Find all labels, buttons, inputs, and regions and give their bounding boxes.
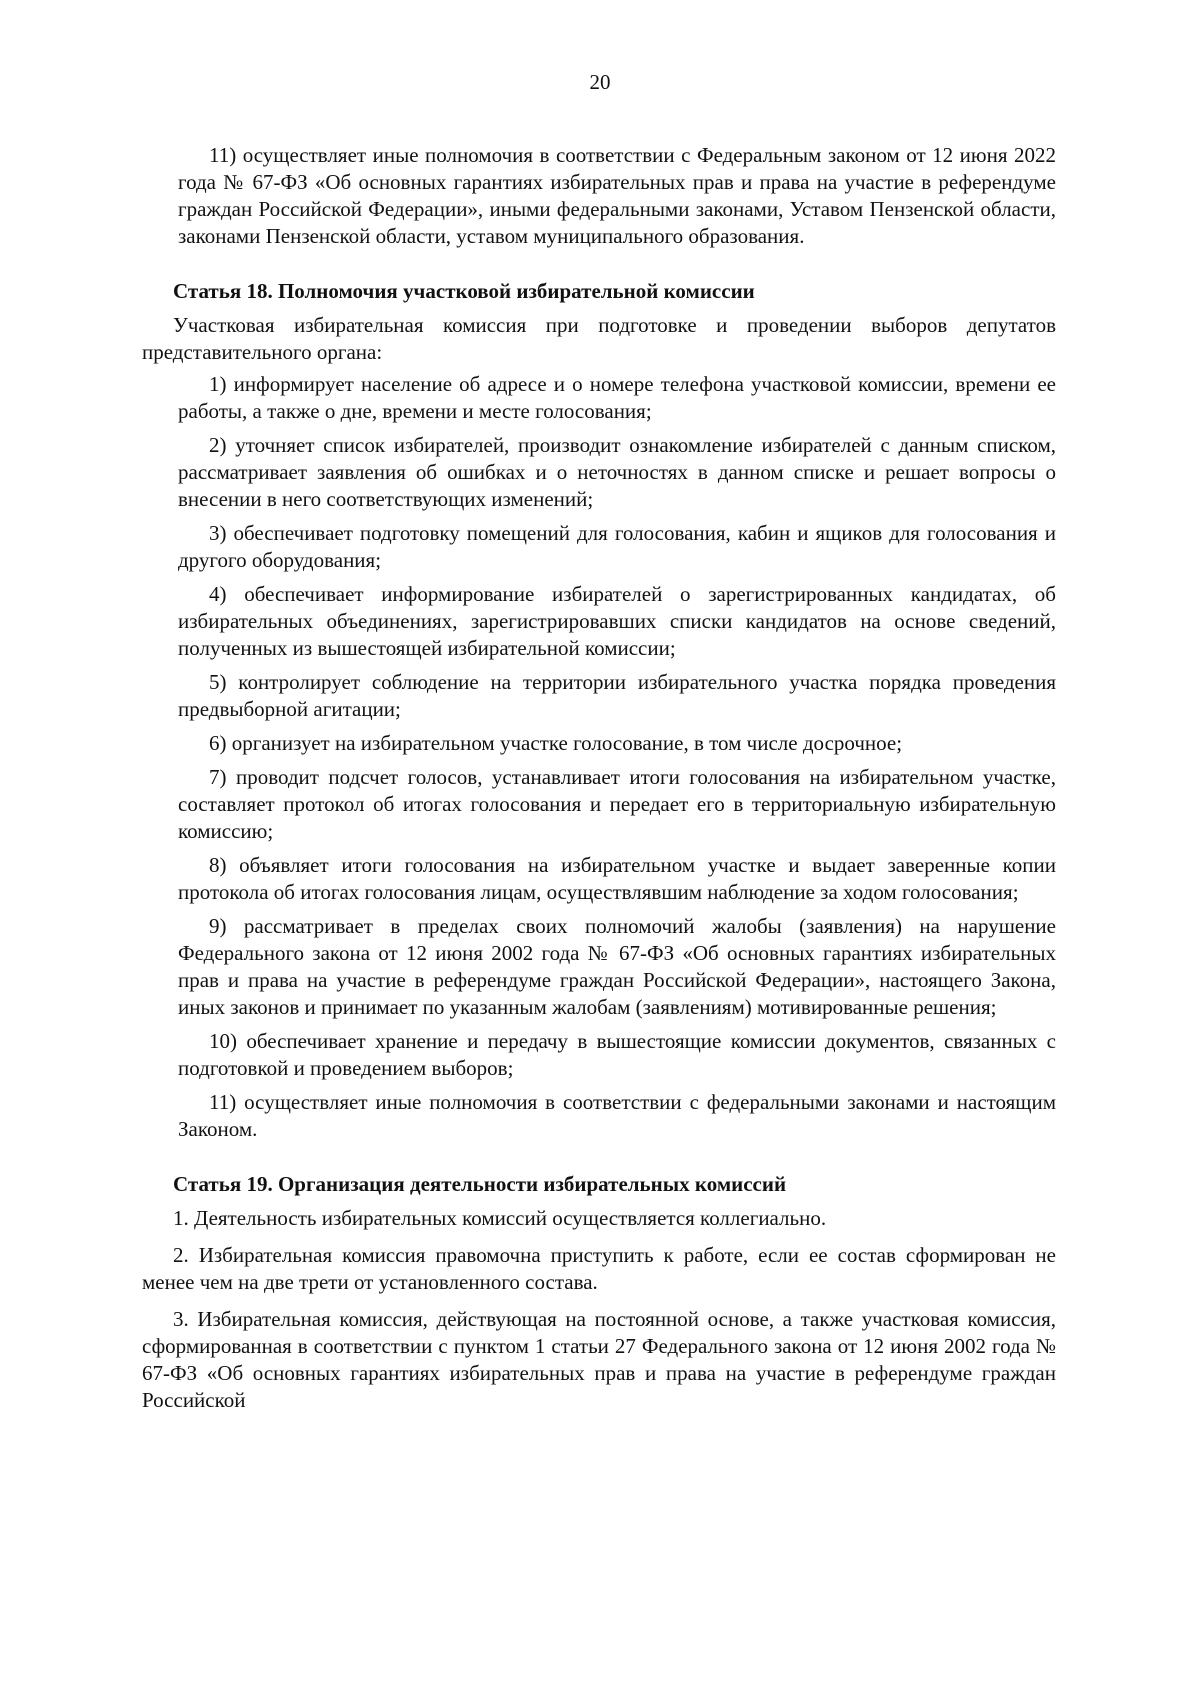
article-19-heading: Статья 19. Организация деятельности избирательных комиссий xyxy=(173,1172,787,1196)
document-body xyxy=(142,142,1056,1424)
article-18-item: 5) контролирует соблюдение на территории избирательного участка порядка проведения предвыборной агитации; xyxy=(178,670,1056,721)
article-19-item: 1. Деятельность избирательных комиссий осуществляется коллегиально. xyxy=(173,1206,827,1230)
article-18-item: 11) осуществляет иные полномочия в соответствии с федеральными законами и настоящим Законом. xyxy=(178,1090,1056,1141)
article-18-item: 2) уточняет список избирателей, производит ознакомление избирателей с данным списком, рассматривает заявления об ошибках и о неточностях в данном списке и решает вопросы о внесении в него соответствующих изменений; xyxy=(178,433,1056,511)
article-19-item: 2. Избирательная комиссия правомочна приступить к работе, если ее состав сформирован не менее чем на две трети от установленного состава. xyxy=(142,1243,1056,1294)
article-18-item: 7) проводит подсчет голосов, устанавливает итоги голосования на избирательном участке, составляет протокол об итогах голосования и передает его в территориальную избирательную комиссию; xyxy=(178,765,1056,843)
article-18-item: 4) обеспечивает информирование избирателей о зарегистрированных кандидатах, об избирательных объединениях, зарегистрировавших списки кандидатов на основе сведений, полученных из вышестоящей избирательной комиссии; xyxy=(178,582,1056,660)
article-18-item: 10) обеспечивает хранение и передачу в вышестоящие комиссии документов, связанных с подготовкой и проведением выборов; xyxy=(178,1029,1056,1080)
article-19-item: 3. Избирательная комиссия, действующая на постоянной основе, а также участковая комиссия, сформированная в соответствии с пунктом 1 статьи 27 Федерального закона от 12 июня 2002 года № 67-ФЗ «Об основных гарантиях избирательных прав и права на участие в референдуме граждан Российской xyxy=(142,1307,1056,1412)
article-18-heading: Статья 18. Полномочия участковой избирательной комиссии xyxy=(173,279,755,303)
article-18-item: 1) информирует население об адресе и о номере телефона участковой комиссии, времени ее работы, а также о дне, времени и месте голосования; xyxy=(178,372,1056,423)
paragraph-top: 11) осуществляет иные полномочия в соответствии с Федеральным законом от 12 июня 2022 года № 67-ФЗ «Об основных гарантиях избирательных прав и права на участие в референдуме граждан Российской Федерации», иными федеральными законами, Уставом Пензенской области, законами Пензенской области, уставом муниципального образования. xyxy=(178,143,1056,248)
article-18-item: 8) объявляет итоги голосования на избирательном участке и выдает заверенные копии протокола об итогах голосования лицам, осуществлявшим наблюдение за ходом голосования; xyxy=(178,853,1056,904)
article-18-item: 9) рассматривает в пределах своих полномочий жалобы (заявления) на нарушение Федерального закона от 12 июня 2002 года № 67-ФЗ «Об основных гарантиях избирательных прав и права на участие в референдуме граждан Российской Федерации», настоящего Закона, иных законов и принимает по указанным жалобам (заявлениям) мотивированные решения; xyxy=(178,914,1056,1019)
page-number: 20 xyxy=(589,70,611,94)
article-18-intro: Участковая избирательная комиссия при подготовке и проведении выборов депутатов представительного органа: xyxy=(142,313,1056,364)
article-18-item: 6) организует на избирательном участке голосование, в том числе досрочное; xyxy=(209,731,903,755)
article-18-item: 3) обеспечивает подготовку помещений для голосования, кабин и ящиков для голосования и другого оборудования; xyxy=(178,521,1056,572)
